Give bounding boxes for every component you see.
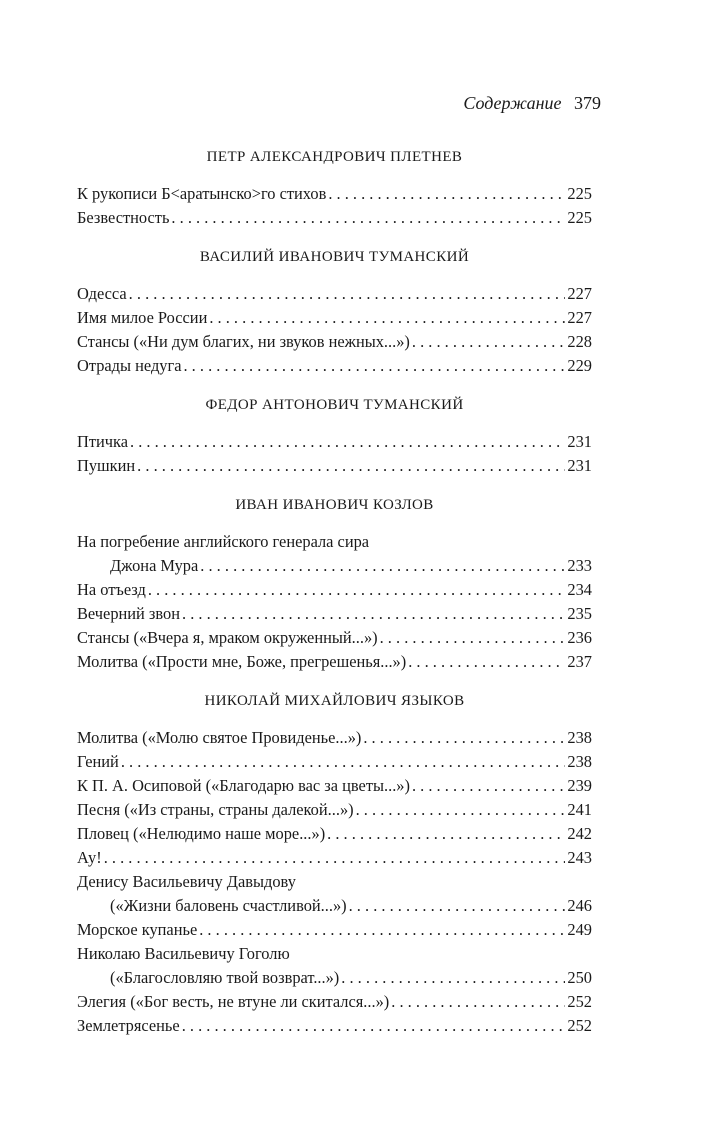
entry-title: К П. А. Осиповой («Благодарю вас за цветы...») [77,776,410,795]
toc-section [77,142,592,230]
dot-leader [412,330,566,354]
dot-leader [408,650,565,674]
dot-leader [129,282,566,306]
dot-leader [363,726,565,750]
entry-list [77,282,592,378]
entry-page-number: 231 [567,456,592,475]
entry-page-number: 242 [567,824,592,843]
entry-page-number: 250 [567,968,592,987]
entry-page-number: 229 [567,356,592,375]
entry-list [77,726,592,1038]
entry-title: Песня («Из страны, страны далекой...») [77,800,354,819]
author-heading: ПЕТР АЛЕКСАНДРОВИЧ ПЛЕТНЕВ [206,149,463,165]
dot-leader [328,182,565,206]
toc-entry [77,750,592,774]
author-heading: ВАСИЛИЙ ИВАНОВИЧ ТУМАНСКИЙ [199,249,470,265]
dot-leader [182,1014,566,1038]
entry-page-number: 231 [567,432,592,451]
entry-page-number: 237 [567,652,592,671]
entry-page-number: 252 [567,1016,592,1035]
toc-entry [77,282,592,306]
toc-entry [77,206,592,230]
toc-section [77,490,592,674]
dot-leader [148,578,566,602]
entry-title: Птичка [77,432,129,451]
toc-entry [77,554,592,578]
entry-page-number: 228 [567,332,592,351]
toc-section [77,686,592,1038]
dot-leader [182,602,565,626]
entry-title: Молитва («Молю святое Провиденье...») [77,728,362,747]
toc-entry [77,578,592,602]
entry-title: Гений [77,752,119,771]
author-heading: НИКОЛАЙ МИХАЙЛОВИЧ ЯЗЫКОВ [204,693,465,709]
toc-entry [77,990,592,1014]
dot-leader [121,750,566,774]
entry-page-number: 249 [567,920,592,939]
toc-entry [77,330,592,354]
toc-entry [77,602,592,626]
entry-title: Стансы («Ни дум благих, ни звуков нежных...») [77,332,410,351]
toc-section [77,390,592,478]
toc-entry [77,846,592,870]
dot-leader [104,846,566,870]
dot-leader [171,206,565,230]
dot-leader [341,966,565,990]
entry-title: («Благословляю твой возврат...») [110,968,340,987]
dot-leader [349,894,566,918]
entry-title: Морское купанье [77,920,198,939]
dot-leader [327,822,565,846]
entry-title: Пловец («Нелюдимо наше море...») [77,824,326,843]
entry-page-number: 227 [567,284,592,303]
entry-page-number: 236 [567,628,592,647]
entry-title: Вечерний звон [77,604,180,623]
entry-title: Одесса [77,284,127,303]
toc-entry [77,306,592,330]
entry-page-number: 225 [567,208,592,227]
table-of-contents [77,142,592,1050]
toc-entry [77,798,592,822]
entry-title: Молитва («Прости мне, Боже, прегрешенья...») [77,652,407,671]
entry-page-number: 239 [567,776,592,795]
entry-title: На отъезд [77,580,146,599]
toc-entry [77,354,592,378]
toc-entry [77,182,592,206]
dot-leader [209,306,565,330]
toc-entry [77,626,592,650]
entry-title: Ау! [77,848,102,867]
entry-title: («Жизни баловень счастливой...») [110,896,347,915]
dot-leader [137,454,565,478]
entry-page-number: 243 [567,848,592,867]
dot-leader [391,990,565,1014]
entry-title: Имя милое России [77,308,208,327]
dot-leader [356,798,566,822]
page-number: 379 [574,93,601,113]
dot-leader [200,554,565,578]
toc-entry [77,430,592,454]
dot-leader [183,354,565,378]
toc-section [77,242,592,378]
entry-list [77,182,592,230]
entry-title: Пушкин [77,456,136,475]
dot-leader [130,430,565,454]
toc-entry [77,894,592,918]
entry-page-number: 227 [567,308,592,327]
toc-entry [77,774,592,798]
entry-page-number: 235 [567,604,592,623]
entry-title: К рукописи Б<аратынско>го стихов [77,184,327,203]
author-heading: ИВАН ИВАНОВИЧ КОЗЛОВ [235,497,434,513]
entry-title: Землетрясенье [77,1016,180,1035]
entry-title: Безвестность [77,208,170,227]
toc-entry [77,1014,592,1038]
entry-page-number: 225 [567,184,592,203]
entry-page-number: 252 [567,992,592,1011]
entry-title: Отрады недуга [77,356,182,375]
toc-entry [77,822,592,846]
entry-page-number: 246 [567,896,592,915]
toc-entry [77,650,592,674]
dot-leader [380,626,566,650]
entry-list [77,530,592,674]
entry-page-number: 238 [567,728,592,747]
entry-page-number: 233 [567,556,592,575]
entry-title-first-line: На погребение английского генерала сира [77,532,370,551]
entry-title-first-line: Денису Васильевичу Давыдову [77,872,296,891]
author-heading: ФЕДОР АНТОНОВИЧ ТУМАНСКИЙ [205,397,464,413]
dot-leader [412,774,565,798]
entry-page-number: 238 [567,752,592,771]
toc-entry [77,966,592,990]
entry-page-number: 234 [567,580,592,599]
running-head-title: Содержание [463,93,562,113]
entry-title: Стансы («Вчера я, мраком окруженный...») [77,628,378,647]
toc-entry [77,726,592,750]
toc-entry [77,918,592,942]
entry-page-number: 241 [567,800,592,819]
entry-title-first-line: Николаю Васильевичу Гоголю [77,944,290,963]
dot-leader [199,918,565,942]
running-head [463,93,601,114]
entry-list [77,430,592,478]
entry-title: Элегия («Бог весть, не втуне ли скитался...») [77,992,390,1011]
toc-entry [77,454,592,478]
entry-title: Джона Мура [110,556,199,575]
